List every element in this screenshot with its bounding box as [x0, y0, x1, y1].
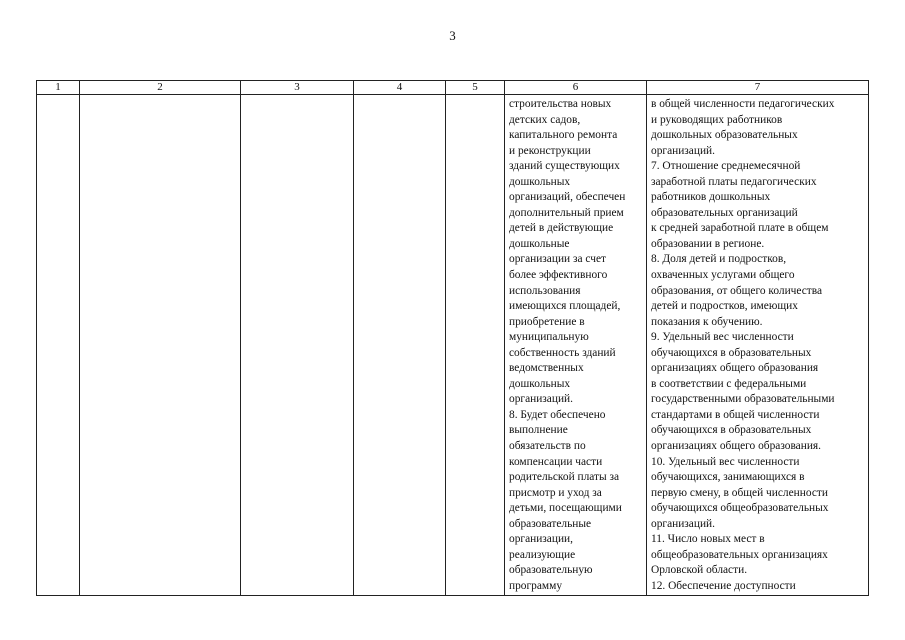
- text-line: организациях общего образования: [651, 362, 819, 375]
- column-header-1: 1: [37, 81, 80, 95]
- text-line: детей в действующие: [509, 222, 614, 235]
- text-line: обучающихся в образовательных: [651, 346, 812, 359]
- text-line: показания к обучению.: [651, 315, 763, 328]
- text-line: родительской платы за: [509, 471, 620, 484]
- text-line: дошкольных: [509, 175, 571, 188]
- text-line: Орловской области.: [651, 564, 748, 577]
- column-header-2: 2: [80, 81, 241, 95]
- text-line: дошкольные: [509, 237, 570, 250]
- text-line: 8. Доля детей и подростков,: [651, 253, 787, 266]
- text-line: 9. Удельный вес численности: [651, 331, 794, 344]
- text-line: ведомственных: [509, 362, 584, 375]
- text-line: 10. Удельный вес численности: [651, 455, 800, 468]
- text-line: 11. Число новых мест в: [651, 533, 765, 546]
- text-line: к средней заработной плате в общем: [651, 222, 829, 235]
- column-header-7: 7: [647, 81, 869, 95]
- text-line: в соответствии с федеральными: [651, 377, 807, 390]
- text-line: организаций.: [651, 517, 715, 530]
- text-line: и реконструкции: [509, 144, 591, 157]
- text-line: собственность зданий: [509, 346, 616, 359]
- header-row: [37, 81, 869, 95]
- text-line: строительства новых: [509, 98, 612, 110]
- cell-col-3: [241, 95, 354, 596]
- cell-col-1: [37, 95, 80, 596]
- text-line: стандартами в общей численности: [651, 408, 820, 421]
- text-line: первую смену, в общей численности: [651, 486, 828, 499]
- text-line: зданий существующих: [509, 160, 620, 173]
- text-line: в общей численности педагогических: [651, 98, 835, 110]
- text-line: работников дошкольных: [651, 191, 771, 204]
- text-line: заработной платы педагогических: [651, 175, 817, 188]
- text-line: образовании в регионе.: [651, 237, 765, 250]
- cell-col-5: [446, 95, 505, 596]
- text-line: 7. Отношение среднемесячной: [651, 160, 801, 173]
- text-line: имеющихся площадей,: [509, 300, 621, 313]
- text-line: муниципальную: [509, 331, 589, 344]
- text-line: детских садов,: [509, 113, 581, 126]
- document-table: [36, 80, 869, 596]
- column-header-4: 4: [354, 81, 446, 95]
- table-row: [37, 95, 869, 596]
- text-line: организаций.: [509, 393, 573, 406]
- text-line: дошкольных образовательных: [651, 129, 798, 142]
- text-line: общеобразовательных организациях: [651, 548, 828, 561]
- text-line: приобретение в: [509, 315, 585, 328]
- text-line: образовательную: [509, 564, 593, 577]
- text-line: организациях общего образования.: [651, 440, 822, 453]
- column-header-3: 3: [241, 81, 354, 95]
- text-line: обучающихся, занимающихся в: [651, 471, 805, 484]
- cell-col-2: [80, 95, 241, 596]
- text-line: выполнение: [509, 424, 568, 437]
- text-line: капитального ремонта: [509, 129, 618, 142]
- text-line: организаций.: [651, 144, 715, 157]
- text-line: образования, от общего количества: [651, 284, 823, 297]
- col6-text: [505, 95, 646, 595]
- text-line: обязательств по: [509, 440, 586, 453]
- text-line: присмотр и уход за: [509, 486, 602, 499]
- text-line: образовательные: [509, 517, 592, 530]
- text-line: охваченных услугами общего: [651, 269, 795, 282]
- cell-col-7: [647, 95, 869, 596]
- text-line: использования: [509, 284, 581, 297]
- text-line: обучающихся общеобразовательных: [651, 502, 829, 515]
- text-line: 8. Будет обеспечено: [509, 408, 606, 421]
- text-line: и руководящих работников: [651, 113, 783, 126]
- text-line: 12. Обеспечение доступности: [651, 579, 796, 592]
- column-header-5: 5: [446, 81, 505, 95]
- text-line: более эффективного: [509, 269, 608, 282]
- text-line: организаций, обеспечен: [509, 191, 626, 204]
- text-line: детей и подростков, имеющих: [651, 300, 798, 313]
- text-line: дошкольных: [509, 377, 571, 390]
- text-line: организации,: [509, 533, 573, 546]
- text-line: компенсации части: [509, 455, 603, 468]
- text-line: детьми, посещающими: [509, 502, 622, 515]
- page-number: 3: [449, 28, 456, 43]
- col7-text: [647, 95, 868, 595]
- text-line: программу: [509, 579, 563, 592]
- text-line: образовательных организаций: [651, 206, 798, 219]
- cell-col-6: [505, 95, 647, 596]
- text-line: организации за счет: [509, 253, 606, 266]
- text-line: обучающихся в образовательных: [651, 424, 812, 437]
- cell-col-4: [354, 95, 446, 596]
- text-line: дополнительный прием: [509, 206, 624, 219]
- text-line: реализующие: [509, 548, 576, 561]
- column-header-6: 6: [505, 81, 647, 95]
- text-line: государственными образовательными: [651, 393, 835, 406]
